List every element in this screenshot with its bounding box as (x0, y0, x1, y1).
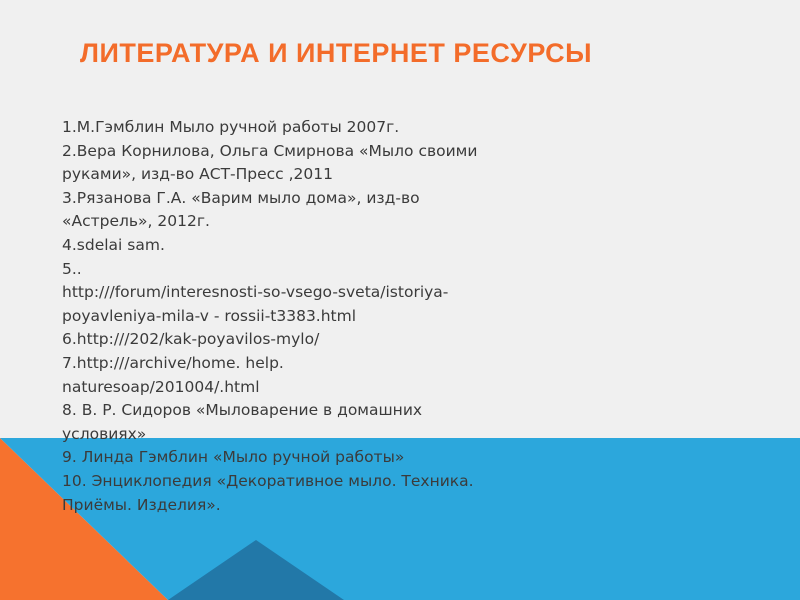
reference-line: 4.sdelai sam. (62, 235, 165, 254)
reference-line: 5.. (62, 259, 82, 278)
slide-title: ЛИТЕРАТУРА И ИНТЕРНЕТ РЕСУРСЫ (80, 38, 593, 68)
references-list (62, 116, 552, 517)
reference-line: 10. Энциклопедия «Декоративное мыло. Техника. (62, 471, 474, 490)
reference-line: naturesoap/201004/.html (62, 377, 260, 396)
reference-line: 3.Рязанова Г.А. «Варим мыло дома», изд-во (62, 188, 420, 207)
reference-line: 7.http:///archive/home. help. (62, 353, 284, 372)
reference-line: 8. В. Р. Сидоров «Мыловарение в домашних (62, 401, 423, 420)
reference-line: poyavleniya-mila-v - rossii-t3383.html (62, 306, 357, 325)
reference-line: условиях» (62, 424, 147, 443)
reference-line: 1.М.Гэмблин Мыло ручной работы 2007г. (62, 118, 400, 136)
reference-line: руками», изд-во АСТ-Пресс ,2011 (62, 165, 334, 184)
reference-line: 9. Линда Гэмблин «Мыло ручной работы» (62, 448, 405, 467)
reference-line: «Астрель», 2012г. (62, 212, 210, 231)
reference-line: Приёмы. Изделия». (62, 495, 221, 514)
reference-line: http:///forum/interesnosti-so-vsego-sveta/istoriya- (62, 283, 449, 302)
reference-line: 6.http:///202/kak-poyavilos-mylo/ (62, 330, 320, 349)
reference-line: 2.Вера Корнилова, Ольга Смирнова «Мыло своими (62, 141, 478, 160)
